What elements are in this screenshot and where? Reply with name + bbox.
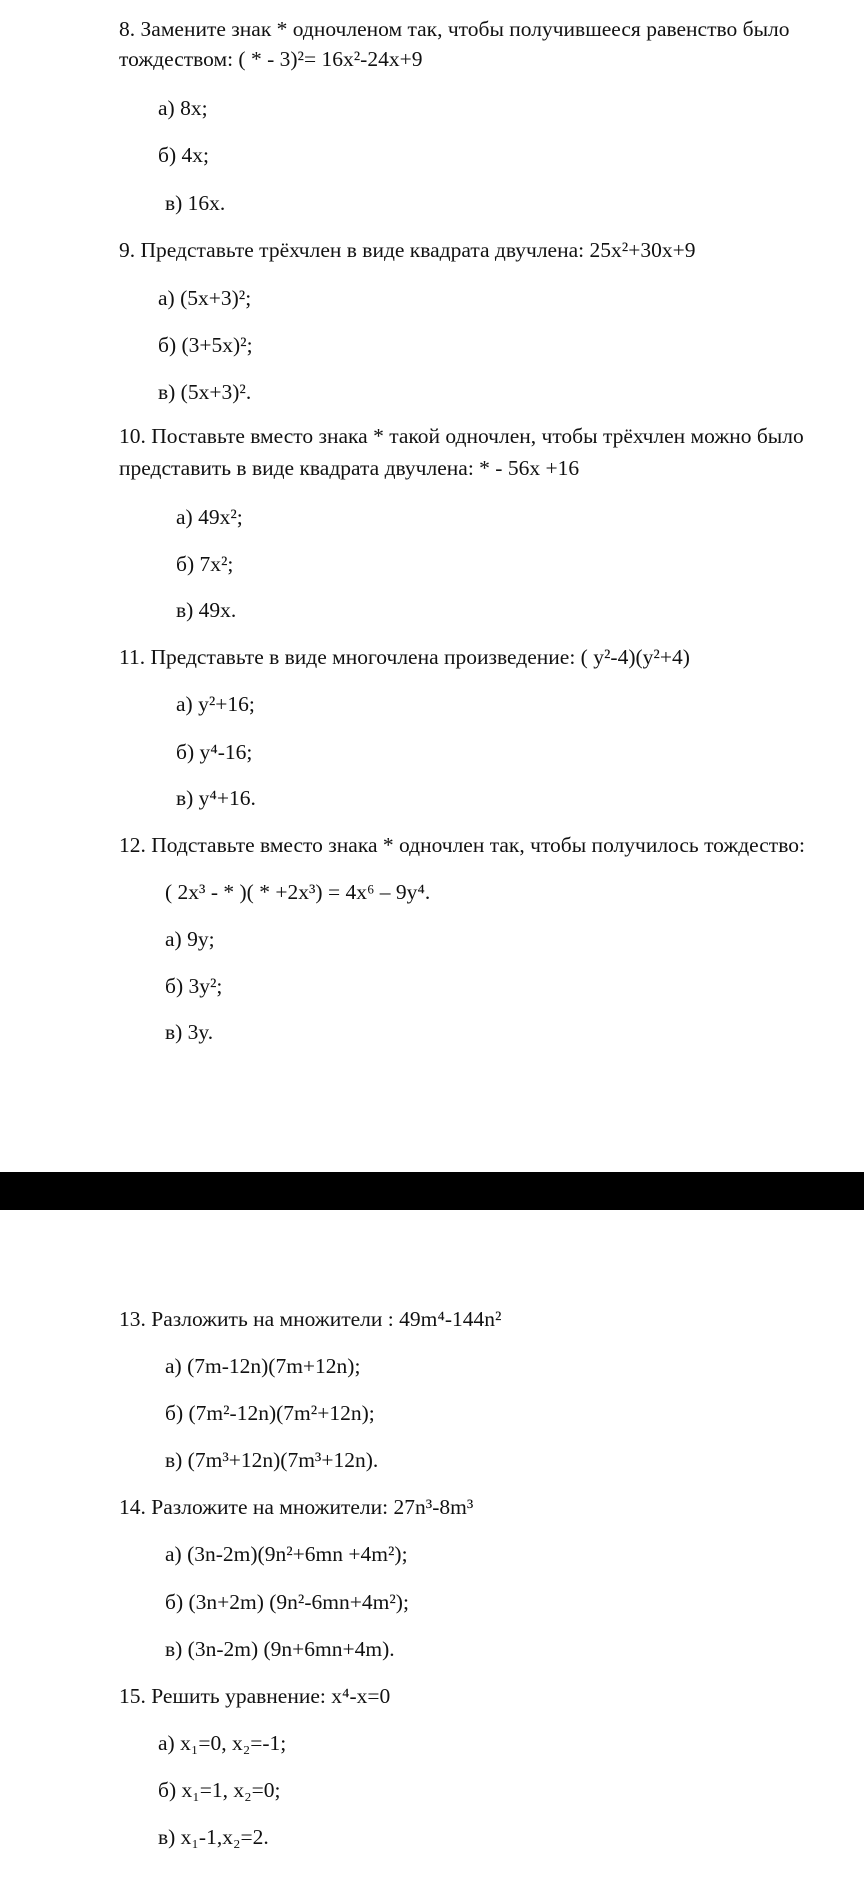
question-12-option-b: б) 3y²;	[165, 974, 223, 998]
question-13-option-b: б) (7m²-12n)(7m²+12n);	[165, 1401, 375, 1425]
question-15-text: 15. Решить уравнение: x⁴-x=0	[119, 1684, 391, 1708]
question-8-text-line1: 8. Замените знак * одночленом так, чтобы получившееся равенство было	[119, 17, 790, 41]
question-10-text-line1: 10. Поставьте вместо знака * такой одночлен, чтобы трёхчлен можно было	[119, 424, 804, 448]
question-8-option-a: а) 8x;	[158, 96, 208, 120]
question-11-option-a: а) y²+16;	[176, 692, 255, 716]
page-separator	[0, 1172, 864, 1210]
question-11-text: 11. Представьте в виде многочлена произведение: ( y²-4)(y²+4)	[119, 645, 690, 669]
question-13-text: 13. Разложить на множители : 49m⁴-144n²	[119, 1307, 502, 1331]
question-8-option-b: б) 4x;	[158, 143, 209, 167]
question-8-text-line2: тождеством: ( * - 3)²= 16x²-24x+9	[119, 47, 423, 71]
question-9-text: 9. Представьте трёхчлен в виде квадрата двучлена: 25x²+30x+9	[119, 238, 696, 262]
question-10-option-a: а) 49x²;	[176, 505, 243, 529]
question-14-option-c: в) (3n-2m) (9n+6mn+4m).	[165, 1637, 395, 1661]
question-9-option-b: б) (3+5x)²;	[158, 333, 253, 357]
question-12-expression: ( 2x³ - * )( * +2x³) = 4x⁶ – 9y⁴.	[165, 880, 431, 904]
question-12-option-c: в) 3y.	[165, 1020, 214, 1044]
question-14-text: 14. Разложите на множители: 27n³-8m³	[119, 1495, 474, 1519]
question-9-option-a: а) (5x+3)²;	[158, 286, 252, 310]
question-8-option-c: в) 16x.	[165, 191, 226, 215]
question-15-option-a: а) x₁=0, x₂=-1;	[158, 1731, 287, 1755]
question-10-option-c: в) 49x.	[176, 598, 237, 622]
question-10-text-line2: представить в виде квадрата двучлена: * - 56x +16	[119, 456, 580, 480]
question-12-option-a: а) 9y;	[165, 927, 215, 951]
question-14-option-a: а) (3n-2m)(9n²+6mn +4m²);	[165, 1542, 408, 1566]
question-15-option-b: б) x₁=1, x₂=0;	[158, 1778, 281, 1802]
question-13-option-a: а) (7m-12n)(7m+12n);	[165, 1354, 361, 1378]
question-11-option-b: б) y⁴-16;	[176, 740, 253, 764]
question-9-option-c: в) (5x+3)².	[158, 380, 252, 404]
question-12-text: 12. Подставьте вместо знака * одночлен так, чтобы получилось тождество:	[119, 833, 805, 857]
question-15-option-c: в) x₁-1,x₂=2.	[158, 1825, 269, 1849]
question-14-option-b: б) (3n+2m) (9n²-6mn+4m²);	[165, 1590, 409, 1614]
question-13-option-c: в) (7m³+12n)(7m³+12n).	[165, 1448, 379, 1472]
question-10-option-b: б) 7x²;	[176, 552, 234, 576]
question-11-option-c: в) y⁴+16.	[176, 786, 256, 810]
